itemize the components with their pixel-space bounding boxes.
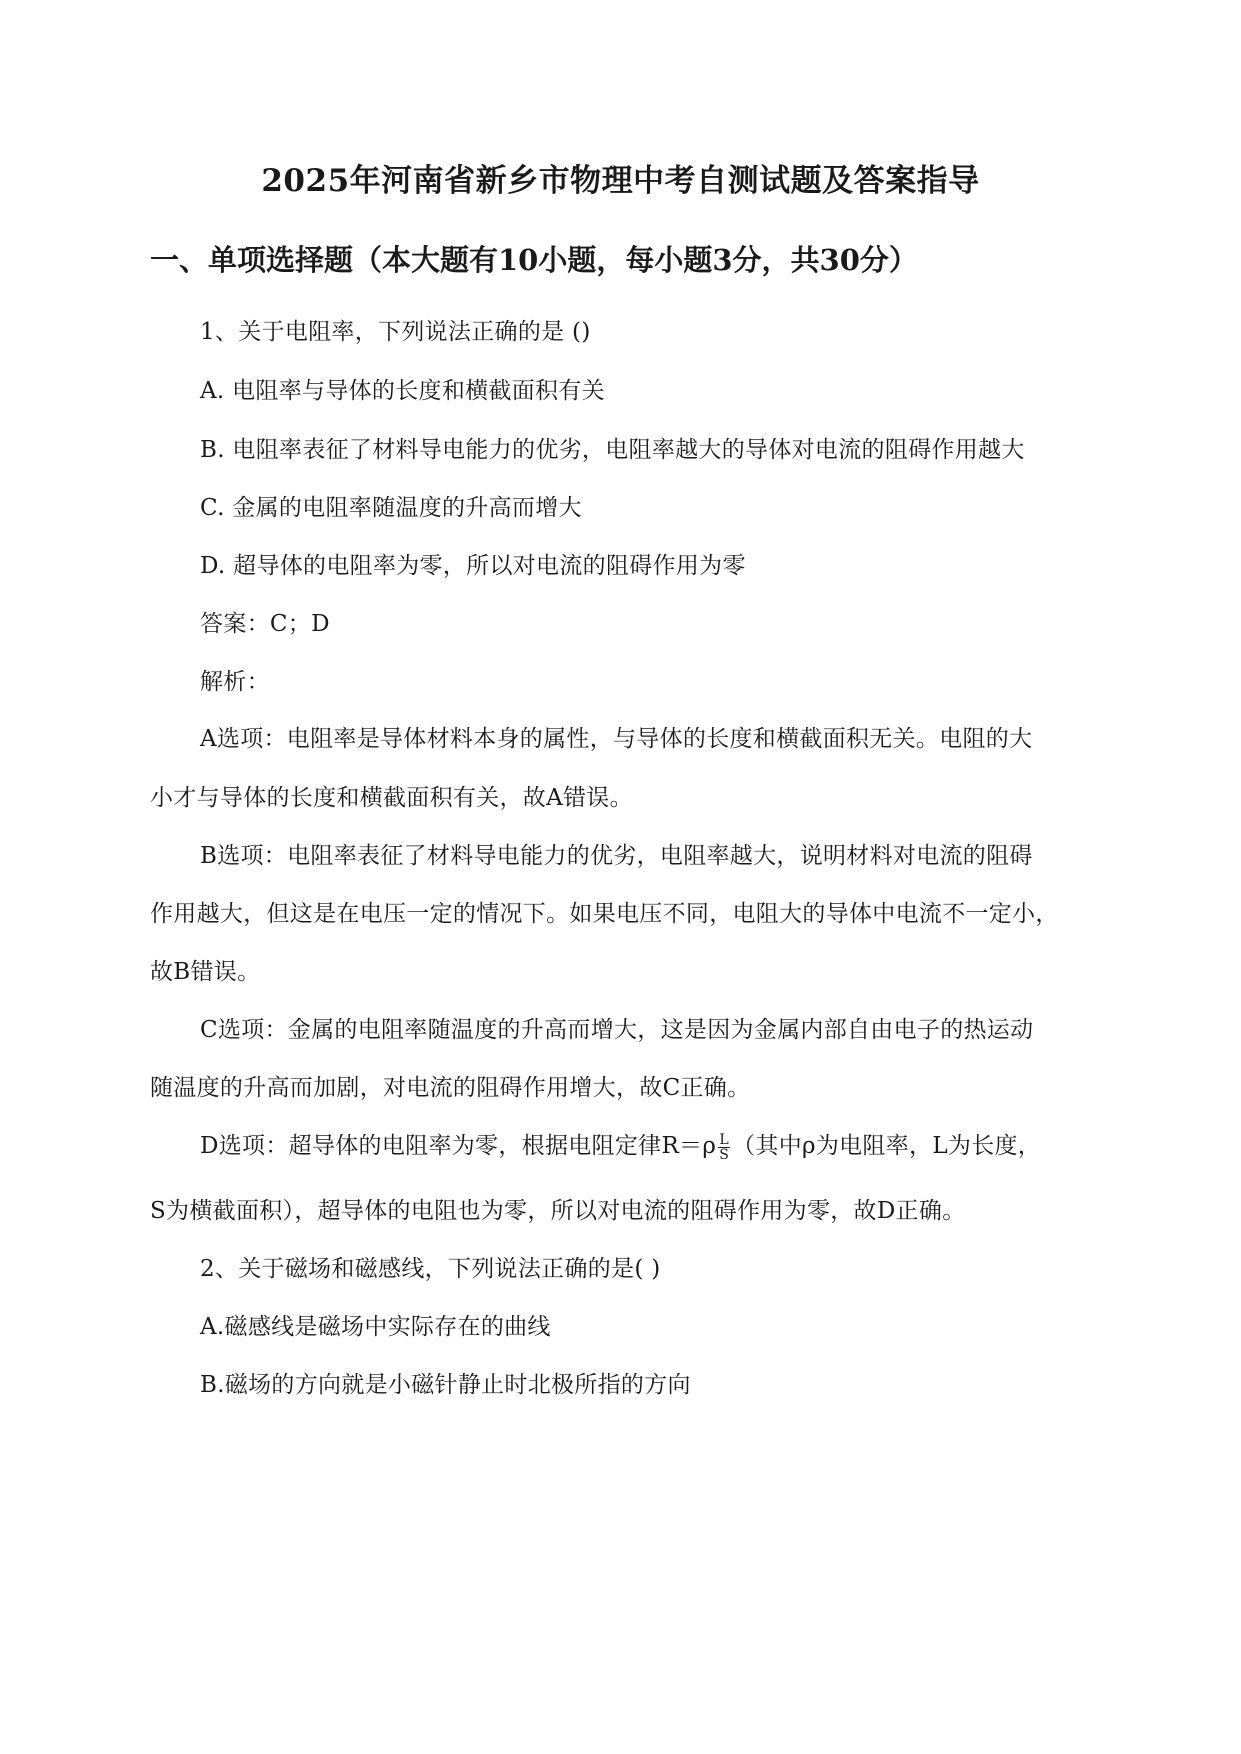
analysis-b-line2: 作用越大，但这是在电压一定的情况下。如果电压不同，电阻大的导体中电流不一定小， [150, 901, 1059, 927]
fraction-denominator: S [719, 1146, 730, 1163]
q2-option-b: B.磁场的方向就是小磁针静止时北极所指的方向 [200, 1372, 691, 1398]
q1-option-a: A. 电阻率与导体的长度和横截面积有关 [200, 378, 605, 404]
q1-option-c: C. 金属的电阻率随温度的升高而增大 [200, 495, 582, 521]
analysis-b-line1: B选项：电阻率表征了材料导电能力的优劣，电阻率越大，说明材料对电流的阻碍 [200, 843, 1033, 869]
q1-stem: 1、关于电阻率，下列说法正确的是 () [200, 319, 591, 345]
analysis-c-line1: C选项：金属的电阻率随温度的升高而增大，这是因为金属内部自由电子的热运动 [200, 1017, 1034, 1043]
q1-answer: 答案：C；D [200, 611, 330, 637]
analysis-a-line2: 小才与导体的长度和横截面积有关，故A错误。 [150, 785, 633, 811]
q1-option-b: B. 电阻率表征了材料导电能力的优劣，电阻率越大的导体对电流的阻碍作用越大 [200, 437, 1025, 463]
analysis-d-line1 [200, 1127, 1041, 1162]
analysis-d-text-after: （其中ρ为电阻率，L为长度， [732, 1133, 1042, 1159]
q2-stem: 2、关于磁场和磁感线，下列说法正确的是( ) [200, 1256, 661, 1282]
analysis-b-line3: 故B错误。 [150, 959, 261, 985]
q2-option-a: A.磁感线是磁场中实际存在的曲线 [200, 1314, 551, 1340]
fraction-numerator: L [719, 1131, 729, 1148]
analysis-d-line2: S为横截面积），超导体的电阻也为零，所以对电流的阻碍作用为零，故D正确。 [150, 1198, 966, 1224]
section-heading: 一、单项选择题（本大题有10小题，每小题3分，共30分） [150, 243, 918, 277]
analysis-c-line2: 随温度的升高而加剧，对电流的阻碍作用增大，故C正确。 [150, 1075, 751, 1101]
resistance-formula-fraction [718, 1133, 730, 1162]
analysis-a-line1: A选项：电阻率是导体材料本身的属性，与导体的长度和横截面积无关。电阻的大 [200, 726, 1033, 752]
q1-option-d: D. 超导体的电阻率为零，所以对电流的阻碍作用为零 [200, 553, 746, 579]
document-title: 2025年河南省新乡市物理中考自测试题及答案指导 [261, 163, 980, 199]
q1-analysis-label: 解析： [200, 669, 270, 695]
analysis-d-text-before: D选项：超导体的电阻率为零，根据电阻定律R＝ρ [200, 1133, 717, 1159]
